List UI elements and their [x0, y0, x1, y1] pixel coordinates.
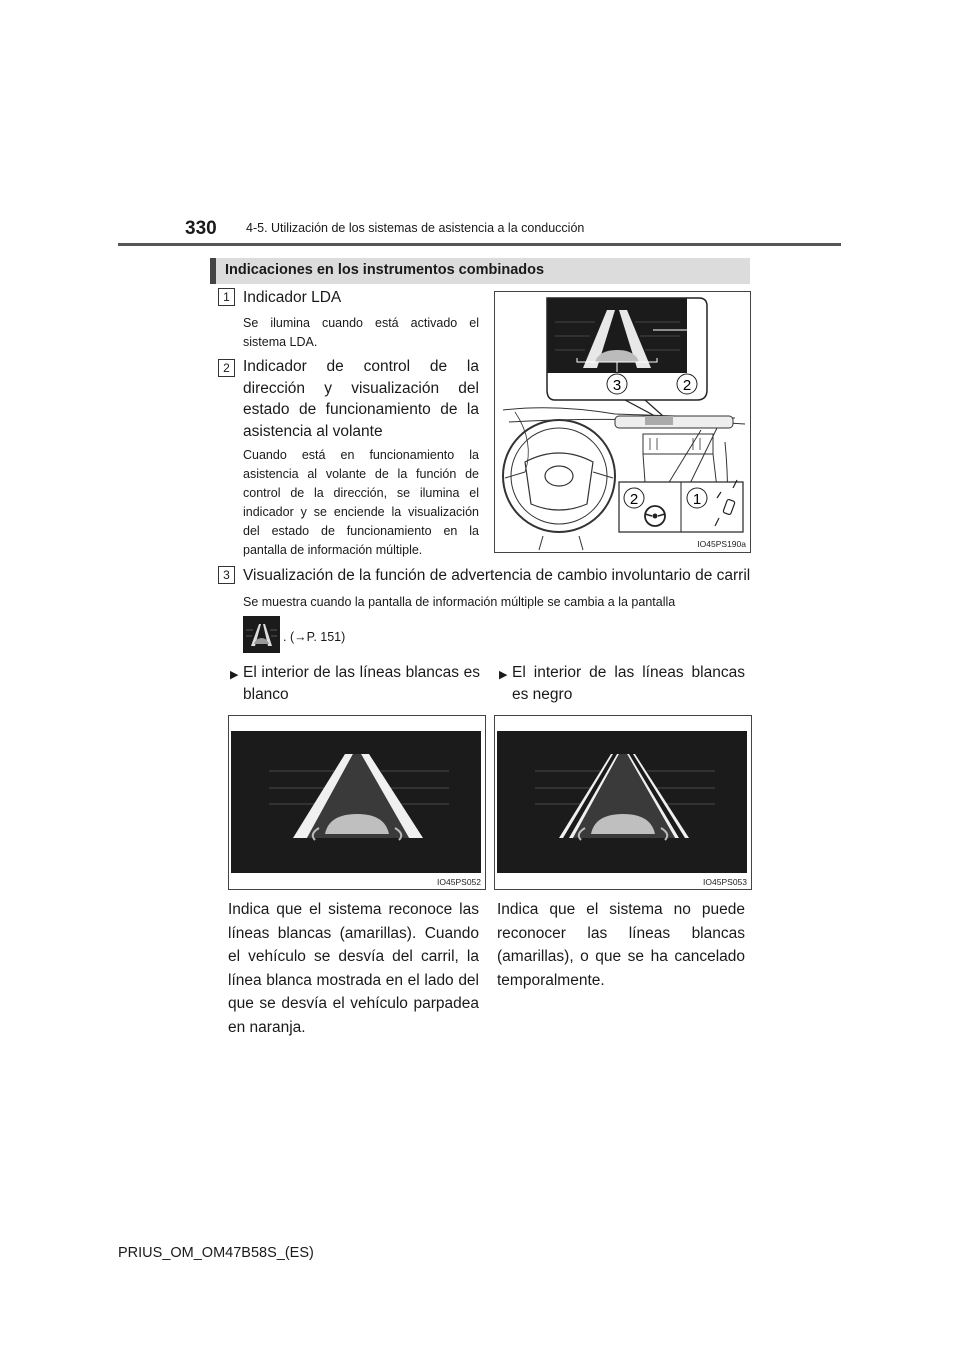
item-number-3: 3 — [218, 566, 235, 584]
callout-1-bottom: 1 — [692, 491, 702, 508]
section-heading-bar — [210, 258, 216, 284]
item-2-title: Indicador de control de la dirección y visualización del estado de funcionamiento de la asistencia al volante — [243, 358, 479, 440]
section-heading — [210, 258, 750, 284]
figure-code: IO45PS053 — [703, 877, 747, 887]
callout-3-top: 3 — [612, 377, 622, 394]
figure-code: IO45PS052 — [437, 877, 481, 887]
column-2-text: Indica que el sistema no puede reconocer las líneas blancas (amarillas), o que se ha cancelado temporalmente. — [497, 901, 745, 989]
item-2-description: Cuando está en funcionamiento la asistencia al volante de la función de control de la dirección, se ilumina el indicador y se enciende la visualización del estado de funcionamiento en la pantalla de información múltiple. — [243, 448, 479, 557]
item-3-page-reference: . (→P. 151) — [283, 630, 346, 644]
instrument-cluster-figure — [494, 291, 751, 553]
item-3-title: Visualización de la función de advertencia de cambio involuntario de carril — [243, 567, 751, 584]
figure-code: IO45PS190a — [697, 539, 746, 549]
lane-display-figure-white — [228, 715, 486, 890]
callout-2-bottom: 2 — [629, 491, 639, 508]
lane-display-icon — [243, 616, 280, 653]
column-1-heading: El interior de las líneas blancas es blanco — [243, 664, 480, 703]
item-1-title: Indicador LDA — [243, 289, 342, 306]
page-number: 330 — [185, 218, 217, 239]
dashboard-illustration — [495, 292, 750, 552]
column-1-text: Indica que el sistema reconoce las líneas blancas (amarillas). Cuando el vehículo se desvía del carril, la línea blanca mostrada en el lado del que se desvía el vehículo parpadea en naranja. — [228, 901, 479, 1036]
lane-display-figure-black — [494, 715, 752, 890]
section-heading-text: Indicaciones en los instrumentos combinados — [225, 262, 545, 278]
chapter-title: 4-5. Utilización de los sistemas de asistencia a la conducción — [246, 221, 585, 235]
bullet-arrow-icon: ▶ — [230, 669, 239, 681]
item-1-description: Se ilumina cuando está activado el sistema LDA. — [243, 316, 479, 349]
bullet-arrow-icon: ▶ — [499, 669, 508, 681]
column-2-heading: El interior de las líneas blancas es negro — [512, 664, 745, 703]
footer-document-code: PRIUS_OM_OM47B58S_(ES) — [118, 1245, 314, 1261]
header-rule — [118, 243, 841, 246]
callout-2-top: 2 — [682, 377, 692, 394]
item-number-1: 1 — [218, 288, 235, 306]
item-3-description: Se muestra cuando la pantalla de información múltiple se cambia a la pantalla — [243, 595, 676, 609]
item-number-2: 2 — [218, 359, 235, 377]
